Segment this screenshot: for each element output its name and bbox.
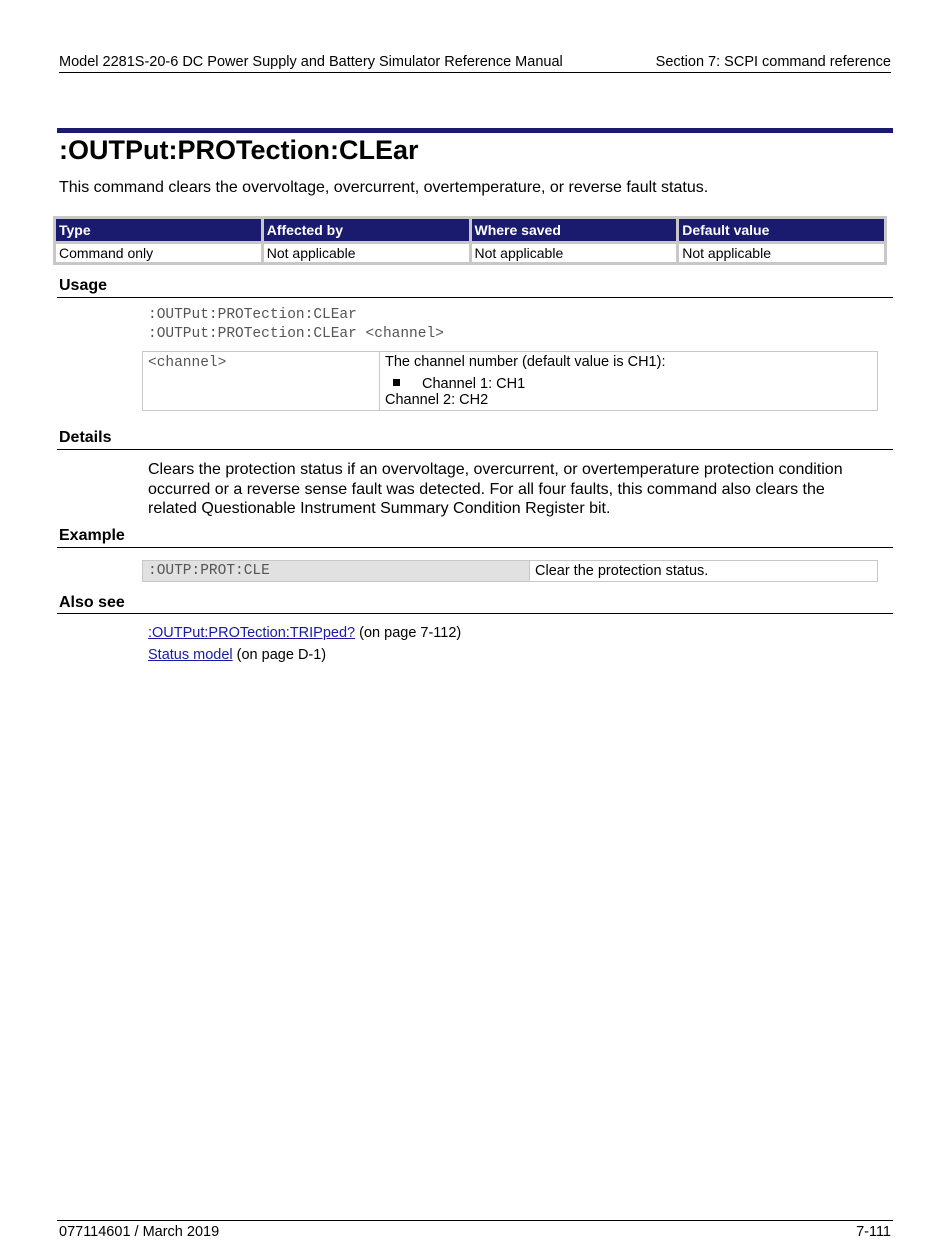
value-where-saved: Not applicable	[472, 244, 677, 262]
status-model-link[interactable]: Status model	[148, 647, 233, 663]
header-type: Type	[56, 219, 261, 241]
parameter-name-cell	[143, 352, 380, 411]
value-affected-by: Not applicable	[264, 244, 469, 262]
parameter-description: The channel number (default value is CH1):	[385, 354, 666, 370]
bullet-text: Channel 1: CH1	[422, 376, 526, 392]
example-explanation: Clear the protection status.	[530, 561, 878, 582]
details-text: Clears the protection status if an overvoltage, overcurrent, or overtemperature protection condition occurred or a reverse sense fault was detected. For all four faults, this command also clears the related Questionable Instrument Summary Condition Register bit.	[148, 461, 843, 517]
page-title: :OUTPut:PROTection:CLEar	[59, 135, 419, 165]
page-number: 7-111	[856, 1224, 891, 1240]
footer-rule	[57, 1220, 893, 1221]
page-reference: (on page 7-112)	[355, 625, 462, 641]
manual-title: Model 2281S-20-6 DC Power Supply and Battery Simulator Reference Manual	[59, 54, 563, 70]
example-rule	[57, 547, 893, 548]
running-header	[59, 54, 891, 73]
details-heading: Details	[59, 429, 112, 446]
attribute-value-row	[56, 244, 884, 262]
section-title: Section 7: SCPI command reference	[655, 54, 891, 70]
document-number: 077114601 / March 2019	[59, 1224, 220, 1240]
also-see-heading: Also see	[59, 594, 125, 611]
usage-line-1: :OUTPut:PROTection:CLEar	[148, 307, 357, 323]
parameter-extra: Channel 2: CH2	[385, 392, 489, 408]
also-see-rule	[57, 613, 893, 614]
parameter-description-cell	[380, 352, 878, 411]
value-type: Command only	[56, 244, 261, 262]
title-rule	[57, 128, 893, 133]
command-description: This command clears the overvoltage, overcurrent, overtemperature, or reverse fault status.	[59, 179, 709, 196]
value-default-value: Not applicable	[679, 244, 884, 262]
parameter-table	[142, 351, 878, 411]
example-table	[142, 560, 878, 582]
tripped-link[interactable]: :OUTPut:PROTection:TRIPped?	[148, 625, 356, 641]
example-row	[143, 561, 878, 582]
usage-heading: Usage	[59, 277, 108, 294]
usage-rule	[57, 297, 893, 298]
header-affected-by: Affected by	[264, 219, 469, 241]
usage-line-2: :OUTPut:PROTection:CLEar <channel>	[148, 326, 444, 342]
header-where-saved: Where saved	[472, 219, 677, 241]
parameter-row	[143, 352, 878, 411]
example-code-cell	[143, 561, 530, 582]
page-reference: (on page D-1)	[232, 647, 327, 663]
example-heading: Example	[59, 527, 125, 544]
attribute-header-row	[56, 219, 884, 241]
parameter-name: <channel>	[148, 355, 227, 371]
also-see-item	[148, 624, 461, 642]
also-see-item	[148, 646, 326, 664]
details-rule	[57, 449, 893, 450]
attribute-table	[53, 216, 887, 265]
header-default-value: Default value	[679, 219, 884, 241]
example-code: :OUTP:PROT:CLE	[148, 562, 270, 579]
bullet-item	[385, 376, 872, 392]
square-bullet-icon	[393, 379, 400, 386]
